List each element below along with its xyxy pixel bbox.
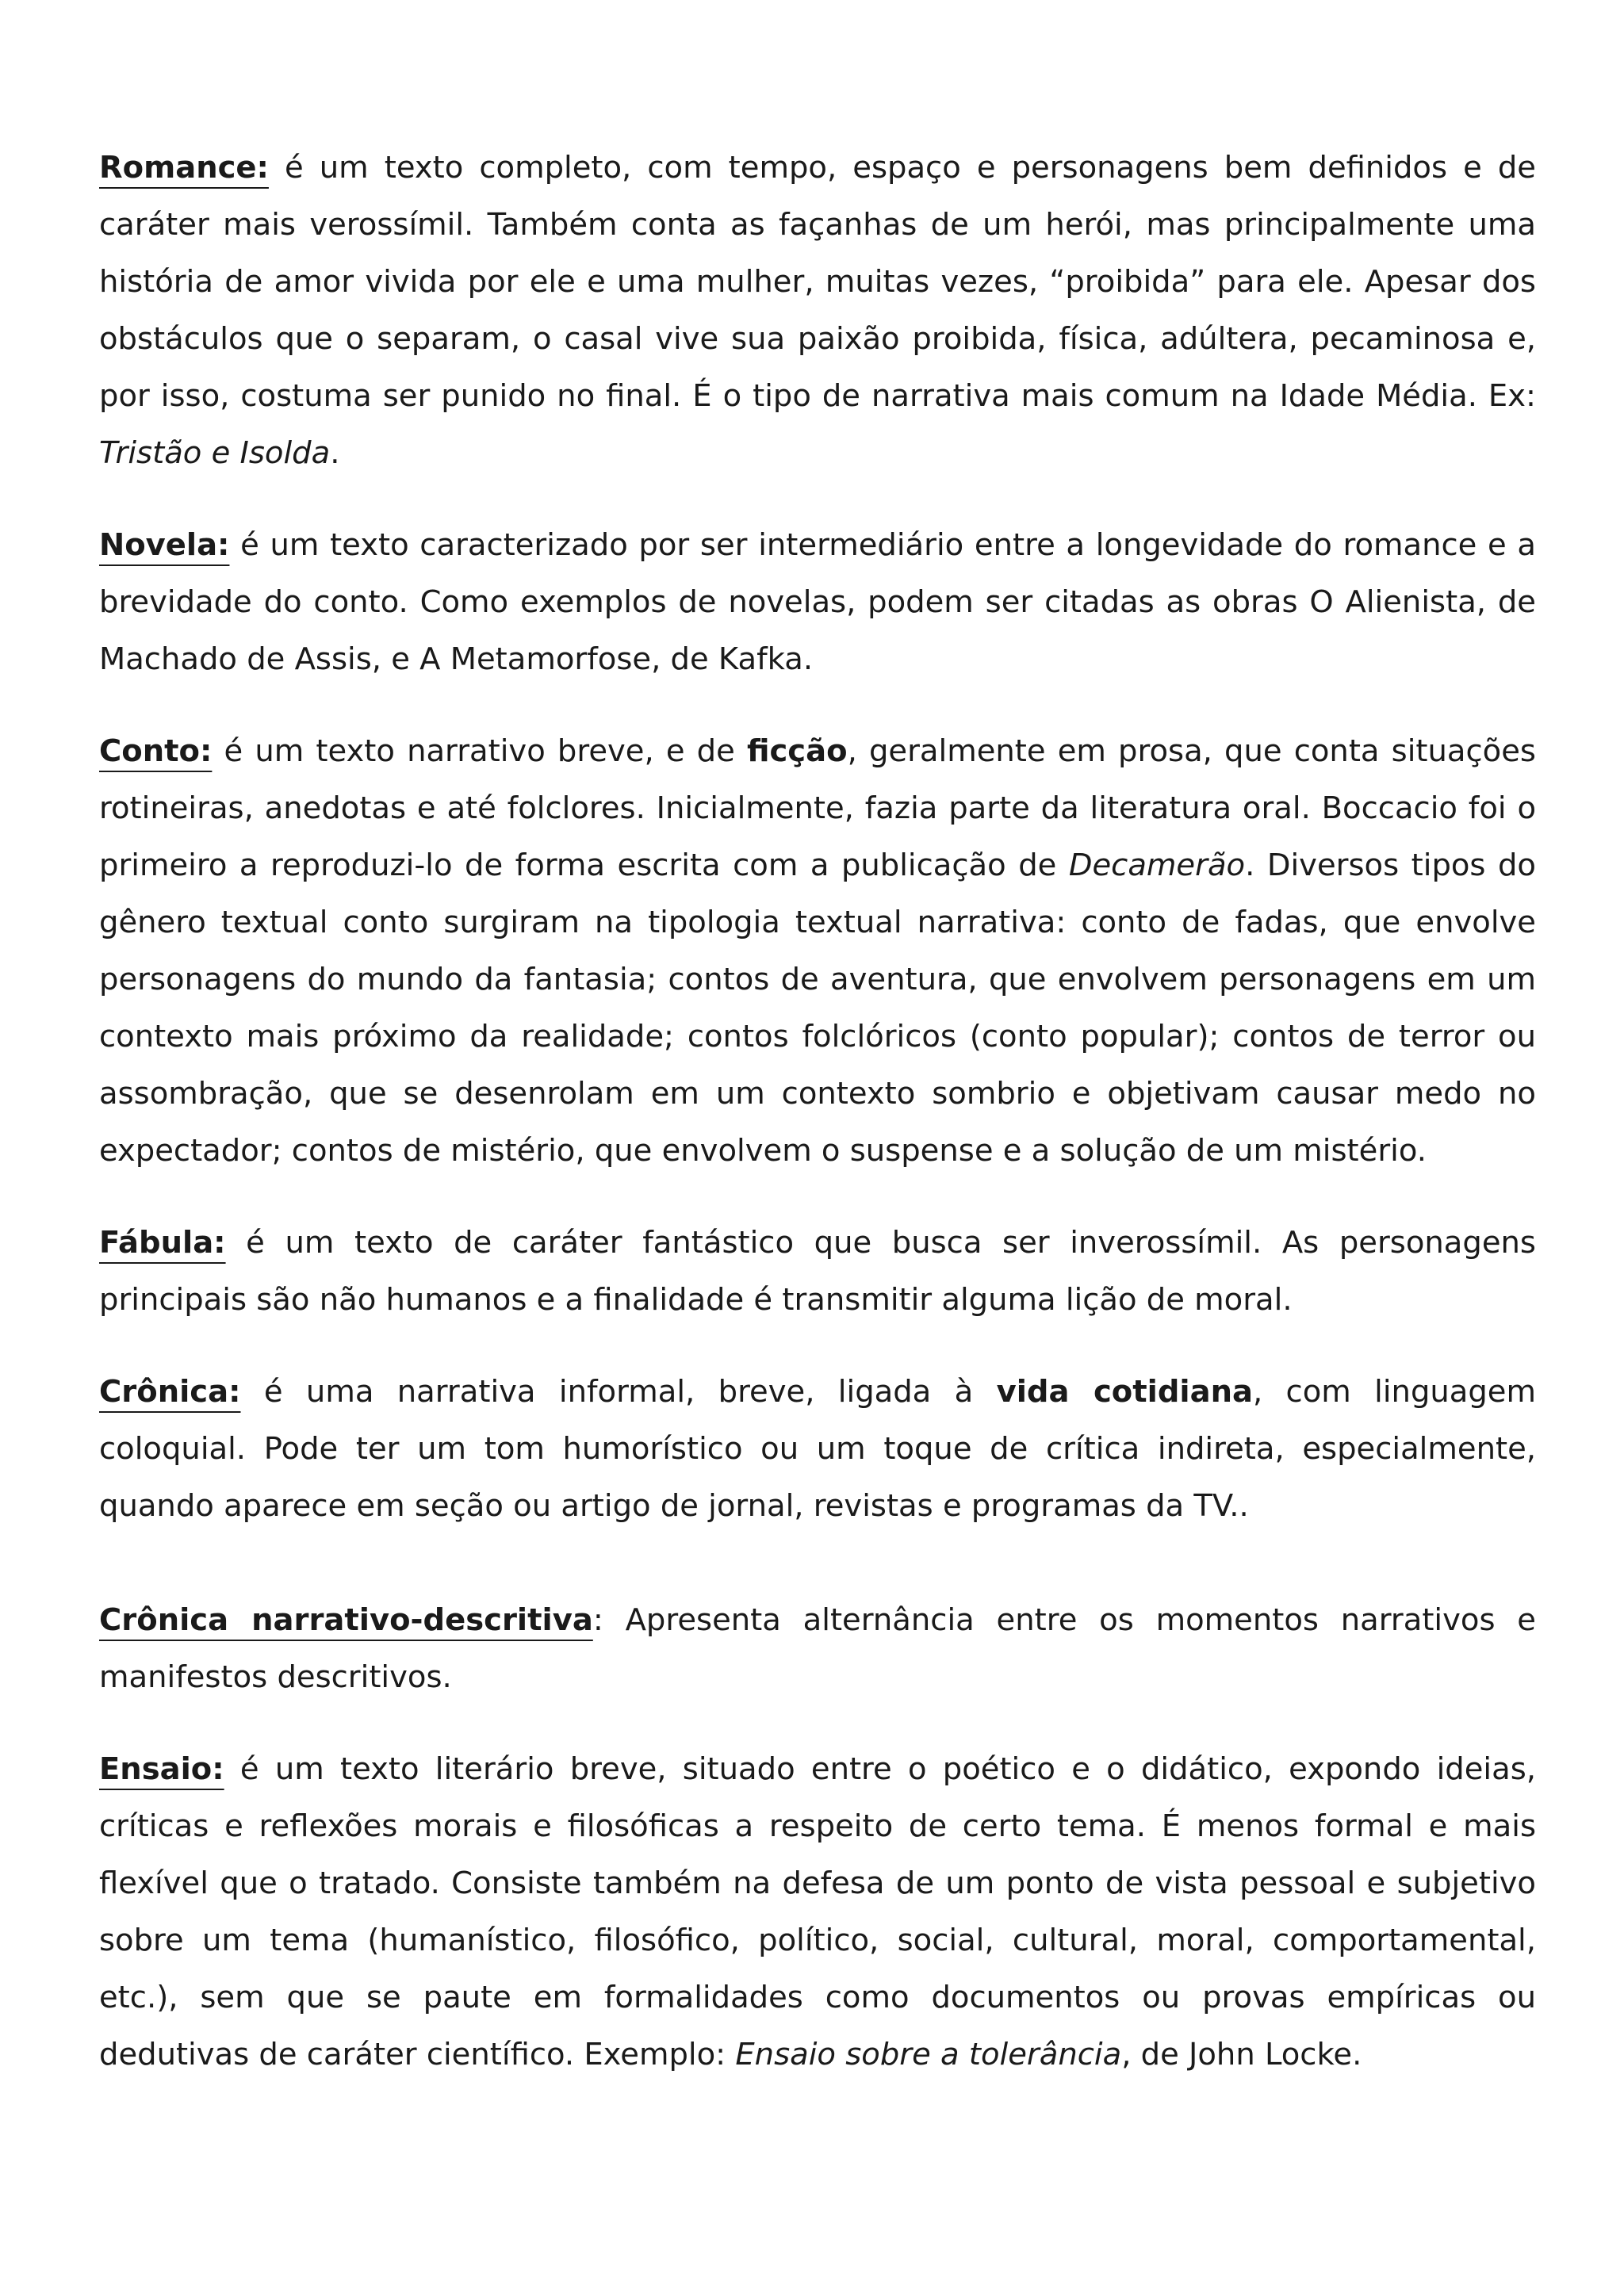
entry-text: é uma narrativa informal, breve, ligada à — [240, 1374, 997, 1410]
term-cronica: Crônica: — [99, 1374, 241, 1410]
work-title-tristao-e-isolda: Tristão e Isolda — [99, 435, 331, 471]
entry-text: , com linguagem coloquial. Pode ter um tom humorístico ou um toque de crítica indireta, especialmente, quando aparece em seção ou artigo de jornal, revistas e programas da TV.. — [99, 1374, 1537, 1524]
entry-text: é um texto de caráter fantástico que busca ser inverossímil. As personagens principais são não humanos e a finalidade é transmitir alguma lição de moral. — [99, 1225, 1536, 1318]
entry-ensaio — [99, 1741, 1536, 2084]
entry-text: , de John Locke. — [1121, 2037, 1362, 2072]
entry-conto — [99, 723, 1536, 1180]
term-novela: Novela: — [99, 527, 230, 563]
term-romance: Romance: — [99, 150, 269, 186]
entry-text: é um texto literário breve, situado entre o poético e o didático, expondo ideias, críticas e reflexões morais e filosóficas a respeito de certo tema. É menos formal e mais flexível que o tratado. Consiste também na defesa de um ponto de vista pessoal e subjetivo sobre um tema (humanístico, filosófico, político, social, cultural, moral, comportamental, etc.), sem que se paute em formalidades como documentos ou provas empíricas ou dedutivas de caráter científico. Exemplo: — [99, 1751, 1536, 2072]
work-title-ensaio-sobre-a-tolerancia: Ensaio sobre a tolerância — [735, 2037, 1122, 2072]
entry-fabula — [99, 1215, 1536, 1329]
entry-text: . Diversos tipos do gênero textual conto surgiram na tipologia textual narrativa: conto de fadas, que envolve personagens do mundo da fantasia; contos de aventura, que envolvem personagens em um contexto mais próximo da realidade; contos folclóricos (conto popular); contos de terror ou assombração, que se desenrolam em um contexto sombrio e objetivam causar medo no expectador; contos de mistério, que envolvem o suspense e a solução de um mistério. — [99, 848, 1536, 1169]
entry-novela — [99, 517, 1536, 688]
entry-text: é um texto narrativo breve, e de — [212, 733, 747, 769]
entry-text: é um texto caracterizado por ser intermediário entre a longevidade do romance e a brevidade do conto. Como exemplos de novelas, podem ser citadas as obras O Alienista, de Machado de Assis, e A Metamorfose, de Kafka. — [99, 527, 1536, 677]
document-body — [99, 140, 1536, 2084]
entry-cronica-narrativo-descritiva — [99, 1592, 1536, 1706]
entry-text: , geralmente em prosa, que conta situações rotineiras, anedotas e até folclores. Inicialmente, fazia parte da literatura oral. Boccacio foi o primeiro a reproduzi-lo de forma escrita com a publicação de — [99, 733, 1536, 883]
entry-text: . — [330, 435, 340, 471]
entry-romance — [99, 140, 1536, 482]
work-title-decamerao: Decamerão — [1068, 848, 1246, 883]
term-conto: Conto: — [99, 733, 213, 769]
entry-text: é um texto completo, com tempo, espaço e personagens bem definidos e de caráter mais verossímil. Também conta as façanhas de um herói, mas principalmente uma história de amor vivida por ele e uma mulher, muitas vezes, “proibida” para ele. Apesar dos obstáculos que o separam, o casal vive sua paixão proibida, física, adúltera, pecaminosa e, por isso, costuma ser punido no final. É o tipo de narrativa mais comum na Idade Média. Ex: — [99, 150, 1536, 414]
term-fabula: Fábula: — [99, 1225, 226, 1261]
emphasis-vida-cotidiana: vida cotidiana — [996, 1374, 1253, 1410]
entry-text: : Apresenta alternância entre os momentos narrativos e manifestos descritivos. — [99, 1602, 1536, 1695]
term-cronica-narrativo-descritiva: Crônica narrativo-descritiva — [99, 1602, 593, 1638]
term-ensaio: Ensaio: — [99, 1751, 224, 1787]
entry-cronica — [99, 1364, 1536, 1535]
emphasis-ficcao: ficção — [746, 733, 848, 769]
